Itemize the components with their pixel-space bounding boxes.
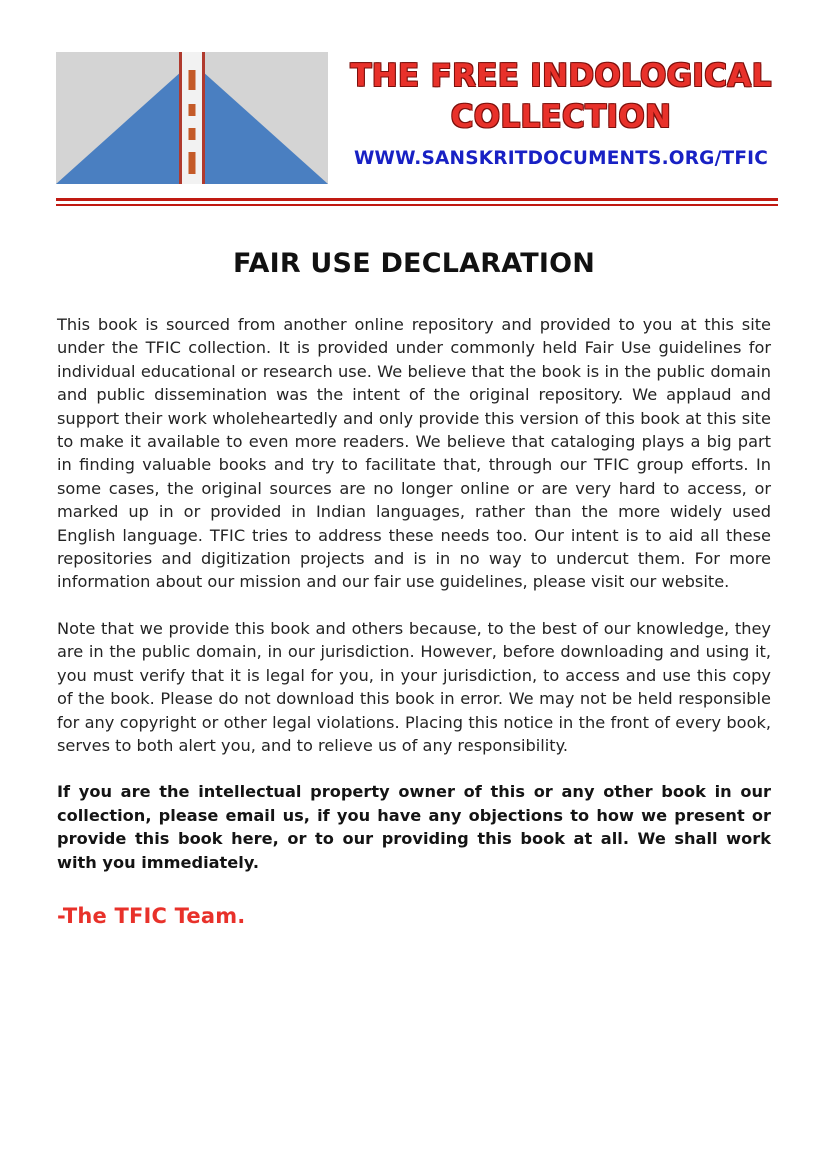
logo-inscription-mark: [189, 104, 196, 116]
header-divider: [56, 198, 778, 206]
page-title: FAIR USE DECLARATION: [232, 248, 596, 279]
paragraph-public-domain-notice: Note that we provide this book and others because, to the best of our knowledge, they are in the public domain, in our jurisdiction. However, before downloading and using it, you must verify that it is legal for you, in your jurisdiction, to access and use this copy of the book. Please do not download this book in error. We may not be held responsible for any copyright or other legal violations. Placing this notice in the front of every book, serves to both alert you, and to relieve us of any responsibility.: [57, 618, 771, 755]
logo-inscription-mark: [189, 152, 196, 174]
logo-inscription-mark: [189, 128, 196, 140]
collection-website-url[interactable]: WWW.SANSKRITDOCUMENTS.ORG/TFIC: [353, 148, 769, 170]
collection-title-line2: COLLECTION: [450, 99, 672, 136]
page-header: [0, 0, 828, 184]
collection-title-line1: THE FREE INDOLOGICAL: [350, 58, 772, 94]
paragraph-fair-use: This book is sourced from another online repository and provided to you at this site under the TFIC collection. It is provided under commonly held Fair Use guidelines for individual educational or research use. We believe that the book is in the public domain and public dissemination was the intent of the original repository. We applaud and support their work wholeheartedly and only provide this version of this book at this site to make it available to even more readers. We believe that cataloging plays a big part in finding valuable books and try to facilitate that, through our TFIC group efforts. In some cases, the original sources are no longer online or are very hard to access, or marked up in or provided in Indian languages, rather than the more widely used English language. TFIC tries to address these needs too. Our intent is to aid all these repositories and digitization projects and is in no way to undercut them. For more information about our mission and our fair use guidelines, please visit our website.: [57, 315, 771, 592]
logo-inscription-mark: [189, 70, 196, 90]
signoff-text: -The TFIC Team.: [57, 903, 246, 928]
divider-rule-thin: [56, 204, 778, 206]
document-body: [0, 248, 828, 928]
header-title-block: [328, 52, 772, 169]
tfic-pillar-logo-icon: [56, 52, 328, 184]
paragraph-ip-owner-contact: If you are the intellectual property owner of this or any other book in our collection, please email us, if you have any objections to how we present or provide this book here, or to our providing this book at all. We shall work with you immediately.: [57, 782, 771, 872]
